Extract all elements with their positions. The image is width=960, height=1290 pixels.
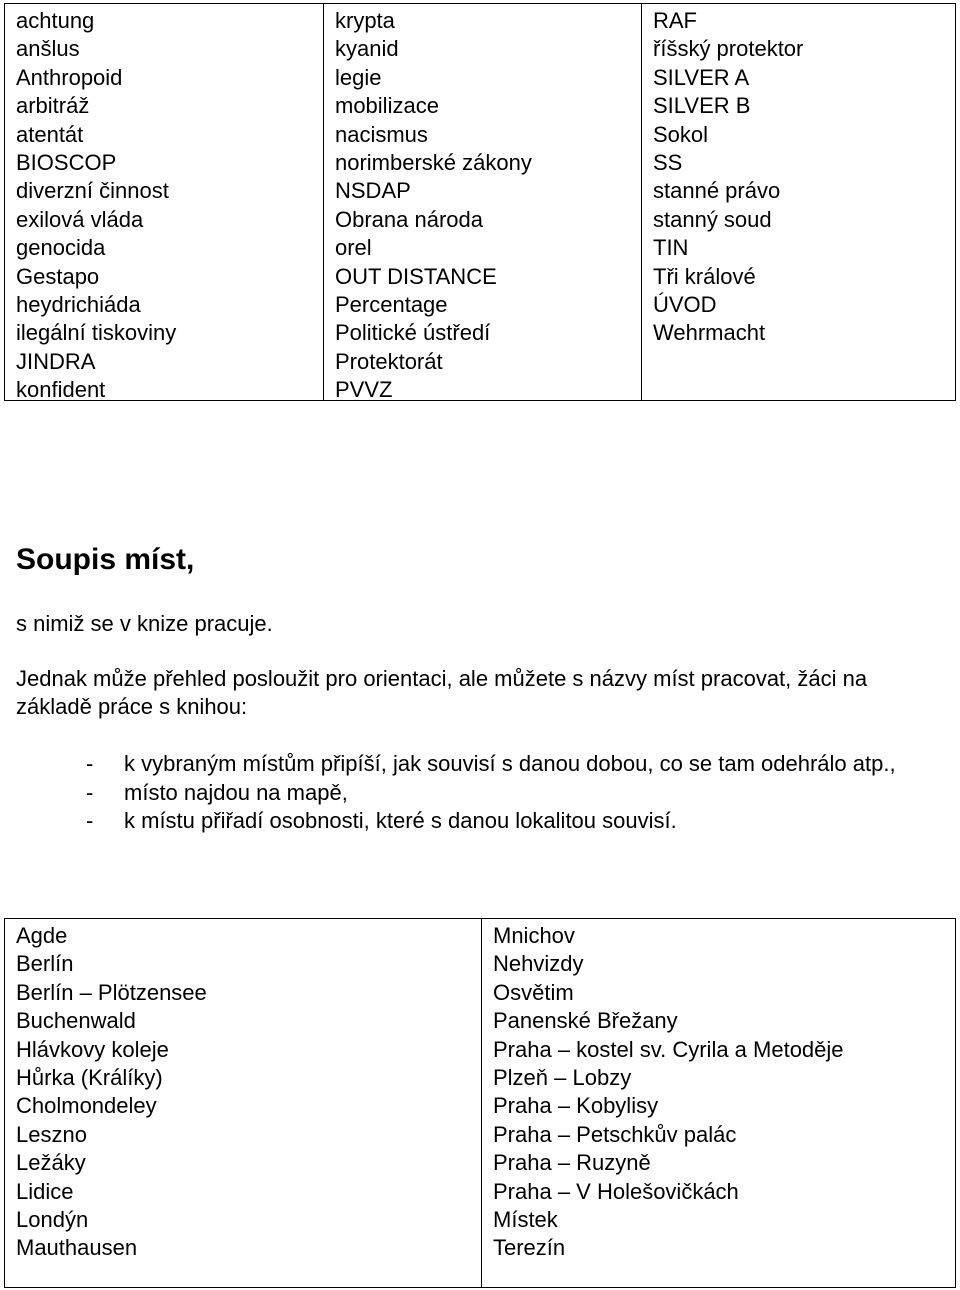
table-cell-item: mobilizace — [335, 93, 439, 119]
table-cell-item: norimberské zákony — [335, 150, 532, 176]
table-cell-item: BIOSCOP — [16, 150, 117, 176]
table-cell-item: TIN — [653, 235, 689, 261]
table-cell-item: Hůrka (Králíky) — [16, 1065, 163, 1091]
table-cell-item: Nehvizdy — [493, 951, 584, 977]
terms-column-1 — [5, 4, 323, 403]
places-column-1 — [5, 919, 481, 1287]
table-cell-item: Mauthausen — [16, 1235, 138, 1261]
table-cell-item: nacismus — [335, 121, 428, 147]
table-cell-item: Praha – Ruzyně — [493, 1150, 651, 1176]
table-cell-item: Berlín – Plötzensee — [16, 979, 207, 1005]
table-cell-item: heydrichiáda — [16, 292, 141, 318]
terms-column-2 — [323, 4, 641, 403]
table-cell-item: Protektorát — [335, 348, 443, 374]
table-cell-item: SS — [653, 150, 683, 176]
table-cell-item: Plzeň – Lobzy — [493, 1065, 632, 1091]
list-item-text: k místu přiřadí osobnosti, které s danou lokalitou souvisí. — [124, 808, 677, 833]
table-cell-item: Wehrmacht — [653, 320, 766, 346]
list-bullet-dash: - — [86, 779, 94, 805]
table-cell-item: Praha – V Holešovičkách — [493, 1178, 739, 1204]
list-item-text: k vybraným místům připíší, jak souvisí s danou dobou, co se tam odehrálo atp., — [124, 751, 896, 776]
places-column-2 — [481, 919, 955, 1287]
section-subheading: s nimiž se v knize pracuje. — [16, 611, 273, 636]
list-bullet-dash: - — [86, 751, 94, 776]
list-item-text: místo najdou na mapě, — [124, 779, 348, 805]
table-cell-item: Praha – kostel sv. Cyrila a Metoděje — [493, 1036, 844, 1062]
table-cell-item: anšlus — [16, 36, 80, 62]
list-bullet-dash: - — [86, 808, 94, 833]
table-cell-item: Berlín — [16, 951, 74, 977]
table-cell-item: exilová vláda — [16, 206, 144, 232]
table-cell-item: RAF — [653, 8, 697, 33]
table-cell-item: Lidice — [16, 1178, 74, 1204]
table-cell-item: JINDRA — [16, 348, 96, 374]
table-cell-item: ÚVOD — [653, 292, 717, 318]
table-cell-item: konfident — [16, 377, 106, 403]
table-cell-item: Buchenwald — [16, 1008, 136, 1034]
table-cell-item: OUT DISTANCE — [335, 263, 497, 289]
table-cell-item: kyanid — [335, 36, 399, 62]
table-cell-item: Sokol — [653, 121, 709, 147]
task-list — [16, 750, 946, 836]
list-item — [16, 807, 946, 836]
table-cell-item: Panenské Břežany — [493, 1008, 678, 1034]
table-cell-item: Osvětim — [493, 979, 574, 1005]
table-cell-item: Praha – Kobylisy — [493, 1093, 659, 1119]
table-cell-item: Praha – Petschkův palác — [493, 1121, 737, 1147]
table-cell-item: Obrana národa — [335, 206, 483, 232]
table-cell-item: Místek — [493, 1207, 558, 1233]
table-cell-item: Politické ústředí — [335, 320, 491, 346]
table-cell-item: Tři králové — [653, 263, 756, 289]
section-heading: Soupis míst, — [16, 543, 195, 576]
table-cell-item: PVVZ — [335, 377, 393, 403]
table-cell-item: arbitráž — [16, 93, 90, 119]
table-cell-item: legie — [335, 64, 382, 90]
table-cell-item: Leszno — [16, 1121, 87, 1147]
table-cell-item: orel — [335, 235, 372, 261]
intro-paragraph: Jednak může přehled posloužit pro orientaci, ale můžete s názvy míst pracovat, žáci na základě práce s knihou: — [16, 666, 868, 719]
table-cell-item: Londýn — [16, 1207, 89, 1233]
list-item — [16, 750, 946, 779]
table-cell-item: genocida — [16, 235, 106, 261]
table-cell-item: Anthropoid — [16, 64, 123, 90]
table-cell-item: Ležáky — [16, 1150, 86, 1176]
table-cell-item: říšský protektor — [653, 36, 804, 62]
table-cell-item: stanné právo — [653, 178, 781, 204]
table-cell-item: ilegální tiskoviny — [16, 320, 177, 346]
table-cell-item: Percentage — [335, 292, 448, 318]
table-cell-item: SILVER B — [653, 93, 751, 119]
table-cell-item: SILVER A — [653, 64, 750, 90]
terms-column-3 — [641, 4, 955, 400]
table-cell-item: stanný soud — [653, 206, 772, 232]
table-cell-item: Agde — [16, 923, 68, 948]
places-table — [4, 918, 956, 1288]
table-cell-item: achtung — [16, 8, 95, 33]
table-cell-item: Hlávkovy koleje — [16, 1036, 169, 1062]
table-cell-item: Terezín — [493, 1235, 566, 1261]
table-cell-item: Mnichov — [493, 923, 575, 948]
table-cell-item: NSDAP — [335, 178, 411, 204]
table-cell-item: atentát — [16, 121, 84, 147]
list-item — [16, 779, 946, 808]
table-cell-item: krypta — [335, 8, 395, 33]
table-cell-item: Cholmondeley — [16, 1093, 157, 1119]
table-cell-item: diverzní činnost — [16, 178, 169, 204]
terms-table — [4, 3, 956, 401]
table-cell-item: Gestapo — [16, 263, 100, 289]
